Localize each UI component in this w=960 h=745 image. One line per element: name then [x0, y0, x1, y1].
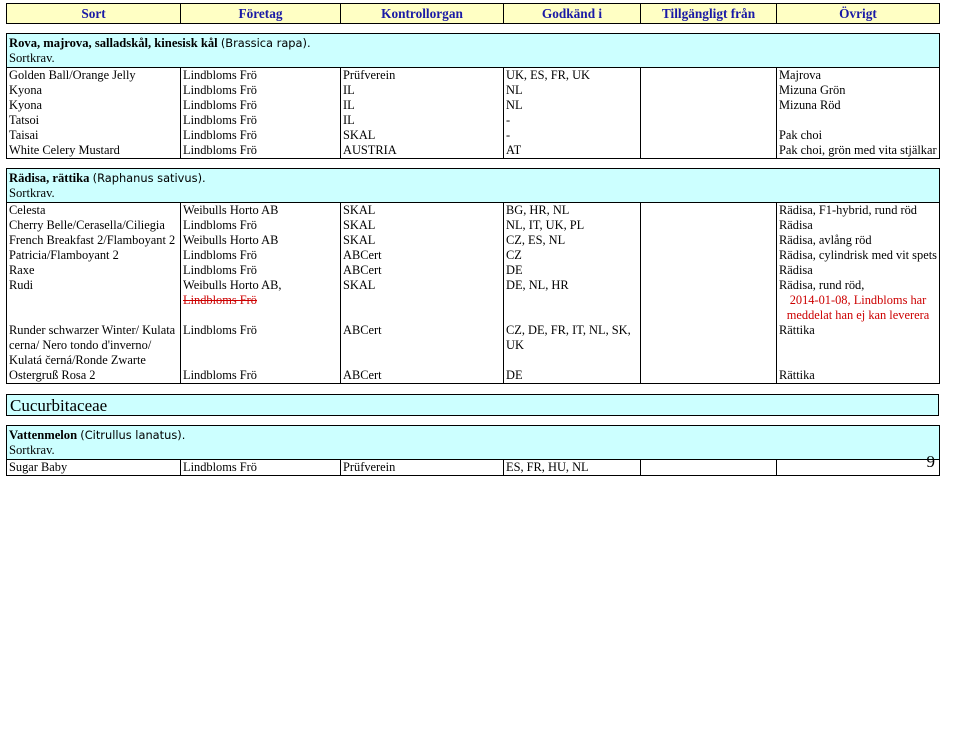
cell-approved: BG, HR, NL — [504, 203, 641, 219]
company-name: Weibulls Horto AB, — [183, 278, 282, 292]
varieties-table — [6, 3, 940, 384]
cell-approved: DE, NL, HR — [504, 278, 641, 323]
cell-available — [641, 248, 777, 263]
table-row — [7, 218, 940, 233]
cell-company: Lindbloms Frö — [181, 68, 341, 84]
cell-sort: Raxe — [7, 263, 181, 278]
cell-available — [641, 83, 777, 98]
species-requirement-label: Sortkrav. — [9, 51, 55, 65]
cell-control: ABCert — [341, 263, 504, 278]
cell-sort: Sugar Baby — [7, 460, 181, 476]
cell-available — [641, 278, 777, 323]
cell-other — [777, 113, 940, 128]
cell-other: Rättika — [777, 323, 940, 368]
cell-available — [641, 368, 777, 384]
cell-control: SKAL — [341, 233, 504, 248]
cell-available — [641, 113, 777, 128]
company-name-struck: Lindbloms Frö — [183, 293, 258, 307]
species-latin-name: (Raphanus sativus). — [92, 171, 206, 185]
species-heading — [7, 426, 940, 460]
cell-control: SKAL — [341, 203, 504, 219]
cell-available — [641, 323, 777, 368]
table-row — [7, 233, 940, 248]
cell-available — [641, 98, 777, 113]
cell-control: SKAL — [341, 278, 504, 323]
species-heading-row — [7, 169, 940, 203]
cell-available — [641, 143, 777, 159]
cell-other: Majrova — [777, 68, 940, 84]
species-name: Rädisa, rättika — [9, 171, 90, 185]
cell-approved: DE — [504, 263, 641, 278]
cell-control: IL — [341, 98, 504, 113]
cell-approved: UK, ES, FR, UK — [504, 68, 641, 84]
cell-available — [641, 263, 777, 278]
cell-available — [641, 460, 777, 476]
cell-control: SKAL — [341, 128, 504, 143]
cell-other: Pak choi, grön med vita stjälkar — [777, 143, 940, 159]
cell-approved: NL — [504, 83, 641, 98]
cell-company: Lindbloms Frö — [181, 83, 341, 98]
cell-available — [641, 203, 777, 219]
cell-sort: Celesta — [7, 203, 181, 219]
cell-approved: NL, IT, UK, PL — [504, 218, 641, 233]
cell-sort: Kyona — [7, 83, 181, 98]
cell-approved: ES, FR, HU, NL — [504, 460, 641, 476]
cell-available — [641, 68, 777, 84]
cell-company: Lindbloms Frö — [181, 368, 341, 384]
header-available[interactable]: Tillgängligt från — [641, 4, 777, 24]
cell-other: Rädisa, avlång röd — [777, 233, 940, 248]
document-page — [6, 3, 939, 476]
cell-other — [777, 460, 940, 476]
cell-company: Weibulls Horto AB — [181, 233, 341, 248]
cell-company: Weibulls Horto AB — [181, 203, 341, 219]
melon-table — [6, 425, 940, 476]
cell-sort: Rudi — [7, 278, 181, 323]
cell-approved: AT — [504, 143, 641, 159]
table-row — [7, 98, 940, 113]
header-approved[interactable]: Godkänd i — [504, 4, 641, 24]
table-row — [7, 203, 940, 219]
species-name: Vattenmelon — [9, 428, 78, 442]
table-row — [7, 278, 940, 323]
spacer-row — [7, 24, 940, 34]
cell-control: Prüfverein — [341, 68, 504, 84]
cell-company: Lindbloms Frö — [181, 98, 341, 113]
species-heading-row — [7, 34, 940, 68]
table-row — [7, 368, 940, 384]
cell-approved: CZ, ES, NL — [504, 233, 641, 248]
table-row — [7, 68, 940, 84]
cell-sort: Taisai — [7, 128, 181, 143]
cell-available — [641, 218, 777, 233]
cell-sort: Tatsoi — [7, 113, 181, 128]
cell-other: Pak choi — [777, 128, 940, 143]
cell-other: Mizuna Röd — [777, 98, 940, 113]
cell-company: Lindbloms Frö — [181, 460, 341, 476]
header-sort[interactable]: Sort — [7, 4, 181, 24]
cell-company: Lindbloms Frö — [181, 248, 341, 263]
cell-company: Lindbloms Frö — [181, 218, 341, 233]
species-requirement-label: Sortkrav. — [9, 186, 55, 200]
cell-approved: DE — [504, 368, 641, 384]
table-row — [7, 143, 940, 159]
cell-approved: - — [504, 128, 641, 143]
cell-control: ABCert — [341, 368, 504, 384]
cell-company: Lindbloms Frö — [181, 113, 341, 128]
species-requirement-label: Sortkrav. — [9, 443, 55, 457]
cell-sort: White Celery Mustard — [7, 143, 181, 159]
species-latin-name: (Citrullus lanatus). — [80, 428, 186, 442]
species-latin-name: (Brassica rapa). — [220, 36, 311, 50]
cell-other: Rädisa — [777, 263, 940, 278]
cell-sort: Kyona — [7, 98, 181, 113]
cell-sort: Cherry Belle/Cerasella/Ciliegia — [7, 218, 181, 233]
other-note: Rädisa, rund röd, — [779, 278, 865, 292]
cell-company: Lindbloms Frö — [181, 143, 341, 159]
cell-company — [181, 278, 341, 323]
cell-approved: - — [504, 113, 641, 128]
family-heading: Cucurbitaceae — [6, 394, 939, 416]
cell-control: AUSTRIA — [341, 143, 504, 159]
spacer — [7, 24, 940, 34]
table-row — [7, 323, 940, 368]
cell-sort: Golden Ball/Orange Jelly — [7, 68, 181, 84]
species-heading — [7, 169, 940, 203]
spacer-row — [7, 159, 940, 169]
table-row — [7, 248, 940, 263]
cell-approved: CZ, DE, FR, IT, NL, SK, UK — [504, 323, 641, 368]
table-row — [7, 113, 940, 128]
table-header-row — [7, 4, 940, 24]
header-other[interactable]: Övrigt — [777, 4, 940, 24]
cell-company: Lindbloms Frö — [181, 263, 341, 278]
table-row — [7, 83, 940, 98]
cell-control: ABCert — [341, 248, 504, 263]
cell-approved: CZ — [504, 248, 641, 263]
species-name: Rova, majrova, salladskål, kinesisk kål — [9, 36, 218, 50]
header-control[interactable]: Kontrollorgan — [341, 4, 504, 24]
cell-sort: Runder schwarzer Winter/ Kulata cerna/ Nero tondo d'inverno/ Kulatá černá/Ronde Zwarte — [7, 323, 181, 368]
page-number: 9 — [926, 452, 935, 471]
table-row — [7, 128, 940, 143]
species-heading — [7, 34, 940, 68]
species-heading-row — [7, 426, 940, 460]
cell-other — [777, 278, 940, 323]
cell-control: Prüfverein — [341, 460, 504, 476]
cell-other: Mizuna Grön — [777, 83, 940, 98]
cell-sort: French Breakfast 2/Flamboyant 2 — [7, 233, 181, 248]
table-row — [7, 263, 940, 278]
cell-control: ABCert — [341, 323, 504, 368]
spacer — [7, 159, 940, 169]
cell-other: Rättika — [777, 368, 940, 384]
cell-available — [641, 128, 777, 143]
cell-control: IL — [341, 113, 504, 128]
cell-available — [641, 233, 777, 248]
cell-company: Lindbloms Frö — [181, 323, 341, 368]
table-row — [7, 460, 940, 476]
cell-sort: Patricia/Flamboyant 2 — [7, 248, 181, 263]
cell-other: Rädisa, F1-hybrid, rund röd — [777, 203, 940, 219]
cell-company: Lindbloms Frö — [181, 128, 341, 143]
cell-approved: NL — [504, 98, 641, 113]
cell-control: IL — [341, 83, 504, 98]
cell-sort: Ostergruß Rosa 2 — [7, 368, 181, 384]
delivery-note: 2014-01-08, Lindbloms har meddelat han ej kan leverera — [786, 293, 930, 322]
cell-other: Rädisa — [777, 218, 940, 233]
header-company[interactable]: Företag — [181, 4, 341, 24]
cell-other: Rädisa, cylindrisk med vit spets — [777, 248, 940, 263]
cell-control: SKAL — [341, 218, 504, 233]
